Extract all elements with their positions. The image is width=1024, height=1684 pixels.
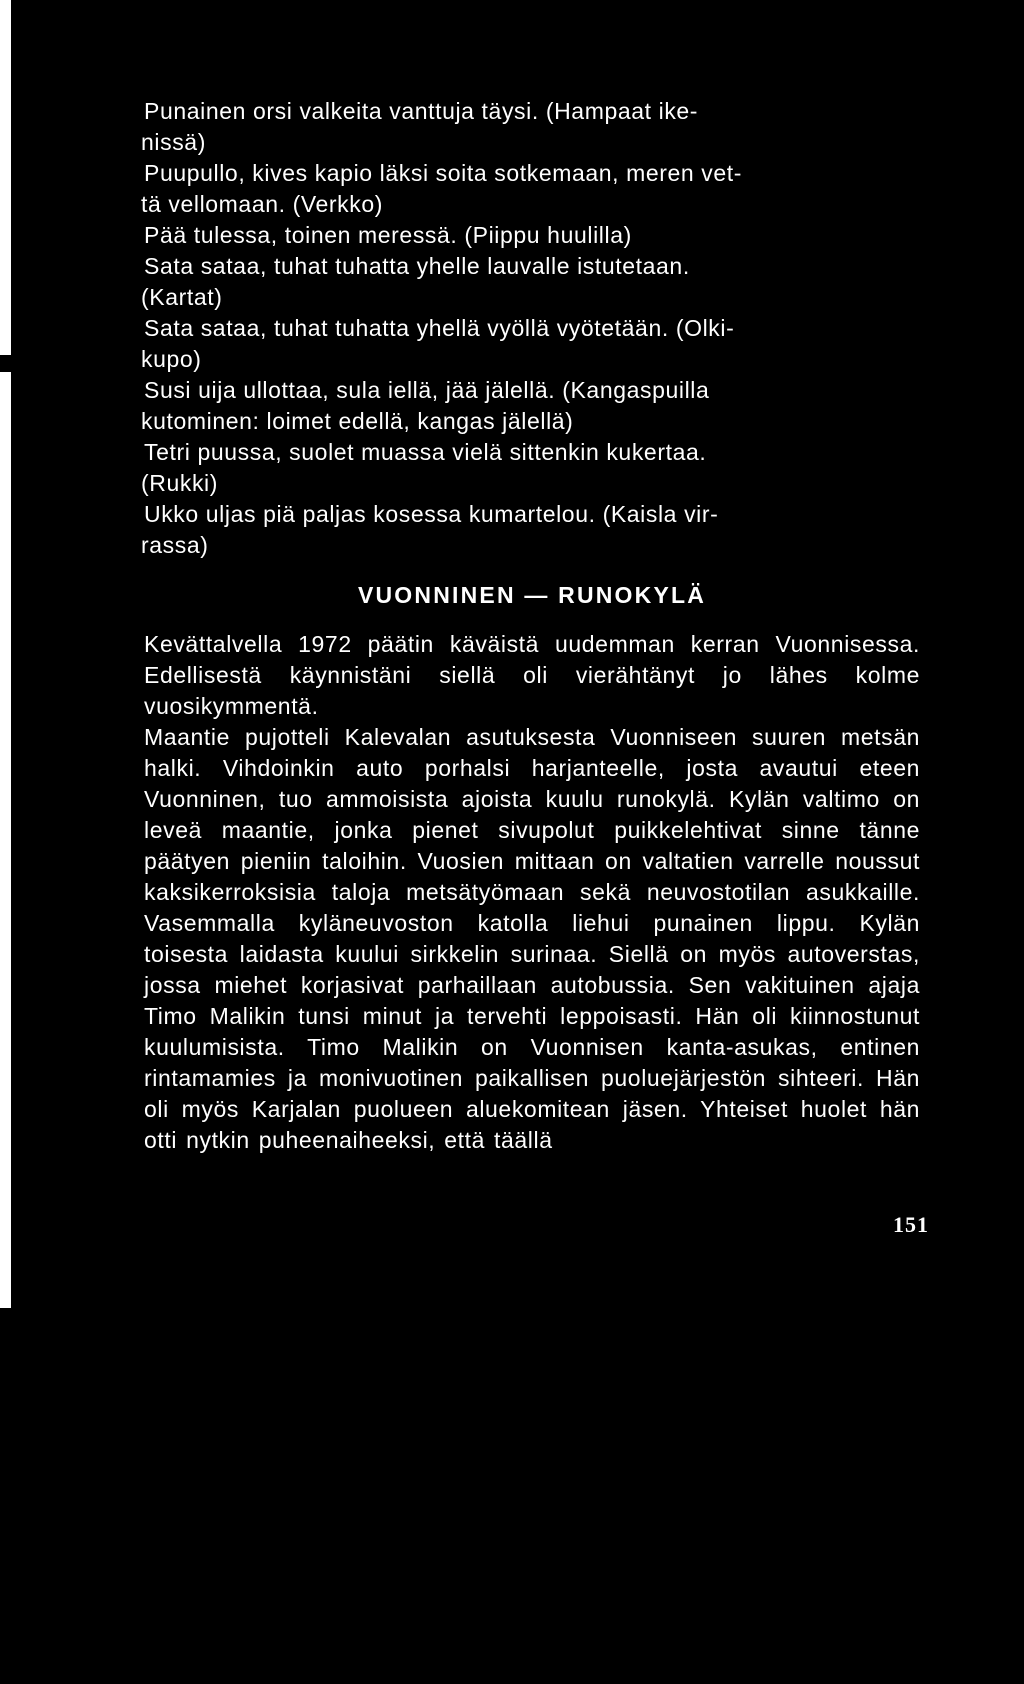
section-heading: VUONNINEN — RUNOKYLÄ (357, 582, 707, 608)
riddle-6 (141, 375, 920, 437)
riddle-1-line-2: nissä) (141, 129, 206, 155)
riddle-6-line-1: Susi uija ullottaa, sula iellä, jää jälellä. (Kangaspuilla (144, 377, 710, 403)
riddle-2-line-2: tä vellomaan. (Verkko) (141, 191, 384, 217)
page-text (141, 96, 920, 1156)
margin-rule-top (0, 0, 11, 355)
riddle-3 (144, 220, 920, 251)
riddle-list (141, 96, 920, 561)
riddle-7-line-1: Tetri puussa, suolet muassa vielä sittenkin kukertaa. (144, 439, 707, 465)
riddle-2 (141, 158, 920, 220)
riddle-4 (141, 251, 920, 313)
riddle-7 (141, 437, 920, 499)
page-number: 151 (893, 1212, 929, 1237)
riddle-7-line-2: (Rukki) (141, 470, 219, 496)
paragraph-2: Maantie pujotteli Kalevalan asutuksesta Vuonniseen suuren metsän halki. Vihdoinkin auto porhalsi harjanteelle, josta avautui eteen Vuonninen, tuo ammoisista ajoista kuulu runokylä. Kylän valtimo on leveä maantie, jonka pienet sivupolut puikkelehtivat sinne tänne päätyen pieniin taloihin. Vuosien mittaan on valtatien varrelle noussut kaksikerroksisia taloja metsätyömaan sekä neuvostotilan asukkaille. Vasemmalla kyläneuvoston katolla liehui punainen lippu. Kylän toisesta laidasta kuului sirkkelin surinaa. Siellä on myös autoverstas, jossa miehet korjasivat parhaillaan autobussia. Sen vakituinen ajaja Timo Malikin tunsi minut ja tervehti leppoisasti. Hän oli kiinnostunut kuulumisista. Timo Malikin on Vuonnisen kanta-asukas, entinen rintamamies ja monivuotinen paikallisen puoluejärjestön sihteeri. Hän oli myös Karjalan puolueen aluekomitean jäsen. Yhteiset huolet hän otti nytkin puheenaiheeksi, että täällä (144, 724, 920, 1153)
riddle-5 (141, 313, 920, 375)
riddle-8 (141, 499, 920, 561)
riddle-2-line-1: Puupullo, kives kapio läksi soita sotkemaan, meren vet- (144, 160, 743, 186)
riddle-3-line-1: Pää tulessa, toinen meressä. (Piippu huulilla) (144, 222, 632, 248)
riddle-8-line-1: Ukko uljas piä paljas kosessa kumartelou. (Kaisla vir- (144, 501, 719, 527)
riddle-8-line-2: rassa) (141, 532, 209, 558)
margin-rule-bottom (0, 372, 11, 1308)
riddle-6-line-2: kutominen: loimet edellä, kangas jälellä) (141, 408, 574, 434)
riddle-1 (141, 96, 920, 158)
riddle-5-line-1: Sata sataa, tuhat tuhatta yhellä vyöllä vyötetään. (Olki- (144, 315, 735, 341)
paragraph-1: Kevättalvella 1972 päätin käväistä uudemman kerran Vuonnisessa. Edellisestä käynnistäni siellä oli vierähtänyt jo lähes kolme vuosikymmentä. (144, 631, 920, 719)
riddle-1-line-1: Punainen orsi valkeita vanttuja täysi. (Hampaat ike- (144, 98, 699, 124)
riddle-5-line-2: kupo) (141, 346, 202, 372)
riddle-4-line-1: Sata sataa, tuhat tuhatta yhelle lauvalle istutetaan. (144, 253, 690, 279)
riddle-4-line-2: (Kartat) (141, 284, 223, 310)
